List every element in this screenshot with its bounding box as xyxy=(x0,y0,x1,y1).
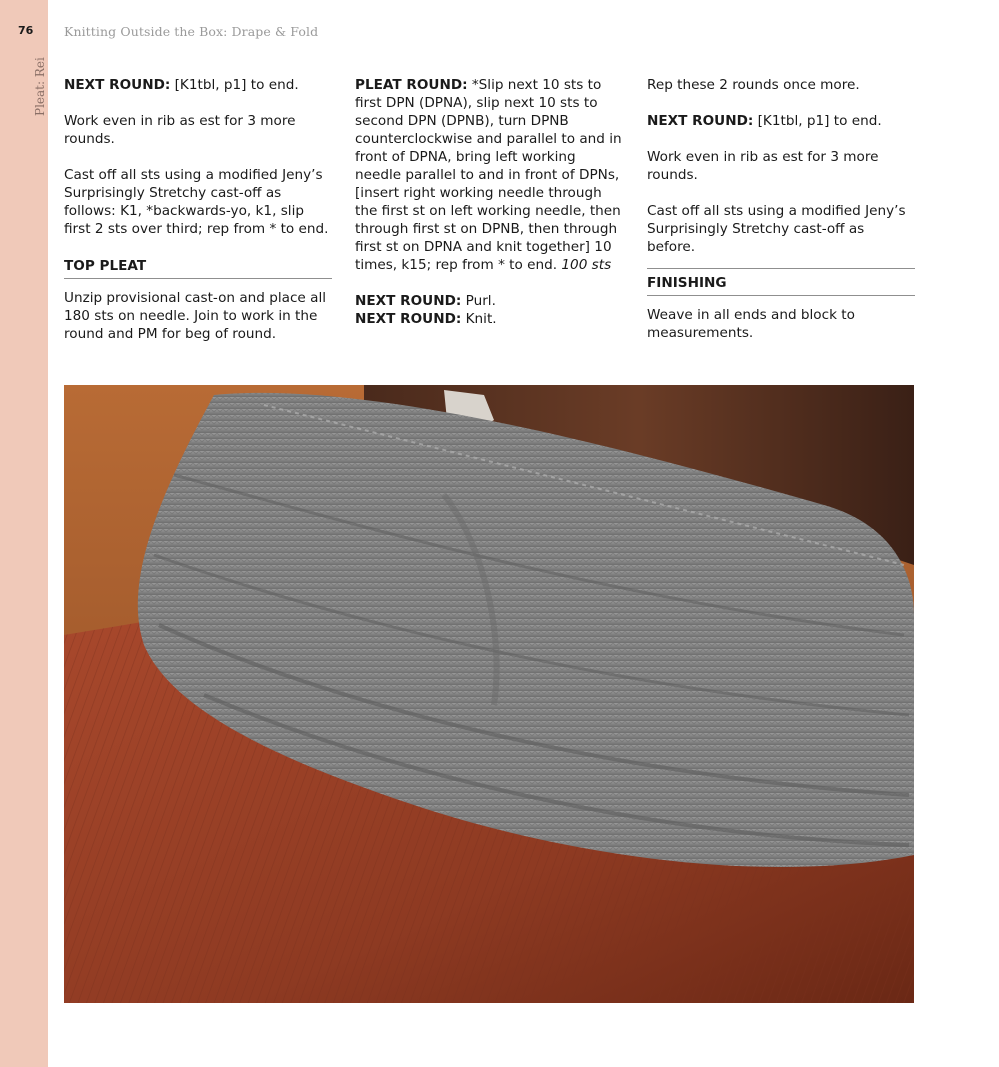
step-label: NEXT ROUND: xyxy=(64,77,171,93)
side-section-label: Pleat: Rei xyxy=(33,57,47,116)
step-text: Knit. xyxy=(461,311,497,327)
column-2 xyxy=(355,76,623,346)
instruction-next-round-purl xyxy=(355,292,623,310)
instruction-repeat: Rep these 2 rounds once more. xyxy=(647,77,860,93)
instruction-next-round-knit xyxy=(355,310,623,328)
side-accent-strip xyxy=(0,0,48,1067)
instruction-cast-off: Cast off all sts using a modified Jeny’s Surprisingly Stretchy cast-off as follows: K1, *backwards-yo, k1, slip first 2 sts over third; rep from * to end. xyxy=(64,167,329,237)
step-text: Purl. xyxy=(461,293,496,309)
cowl-photo xyxy=(64,385,914,1003)
step-label: NEXT ROUND: xyxy=(355,311,462,327)
step-text: [K1tbl, p1] to end. xyxy=(753,113,882,129)
step-label: NEXT ROUND: xyxy=(647,113,754,129)
cowl-illustration xyxy=(64,385,914,1003)
step-text: *Slip next 10 sts to first DPN (DPNA), slip next 10 sts to second DPN (DPNB), turn DPNB counterclockwise and parallel to and in front of DPNA, bring left working needle parallel to and in front of DPNs, [insert right working needle through the first st on left working needle, then through first st on DPNB, then through first st on DPNA and knit together] 10 times, k15; rep from * to end. xyxy=(355,77,622,273)
instruction-work-even: Work even in rib as est for 3 more rounds. xyxy=(647,149,879,183)
instruction-weave-in: Weave in all ends and block to measurements. xyxy=(647,307,855,341)
step-text: [K1tbl, p1] to end. xyxy=(170,77,299,93)
step-label: NEXT ROUND: xyxy=(355,293,462,309)
instruction-pleat-round xyxy=(355,76,623,274)
instruction-work-even: Work even in rib as est for 3 more rounds. xyxy=(64,113,296,147)
section-heading-finishing: FINISHING xyxy=(647,268,915,296)
column-3 xyxy=(647,76,915,360)
running-header: Knitting Outside the Box: Drape & Fold xyxy=(64,24,319,39)
instruction-next-round xyxy=(647,112,915,130)
stitch-count: 100 sts xyxy=(561,257,612,273)
column-1 xyxy=(64,76,332,361)
instruction-next-round xyxy=(64,76,332,94)
instruction-cast-off: Cast off all sts using a modified Jeny’s Surprisingly Stretchy cast-off as before. xyxy=(647,203,906,255)
step-label: PLEAT ROUND: xyxy=(355,77,468,93)
section-heading-top-pleat: TOP PLEAT xyxy=(64,256,332,279)
page-number: 76 xyxy=(18,24,34,37)
instruction-unzip: Unzip provisional cast-on and place all 180 sts on needle. Join to work in the round and PM for beg of round. xyxy=(64,290,327,342)
